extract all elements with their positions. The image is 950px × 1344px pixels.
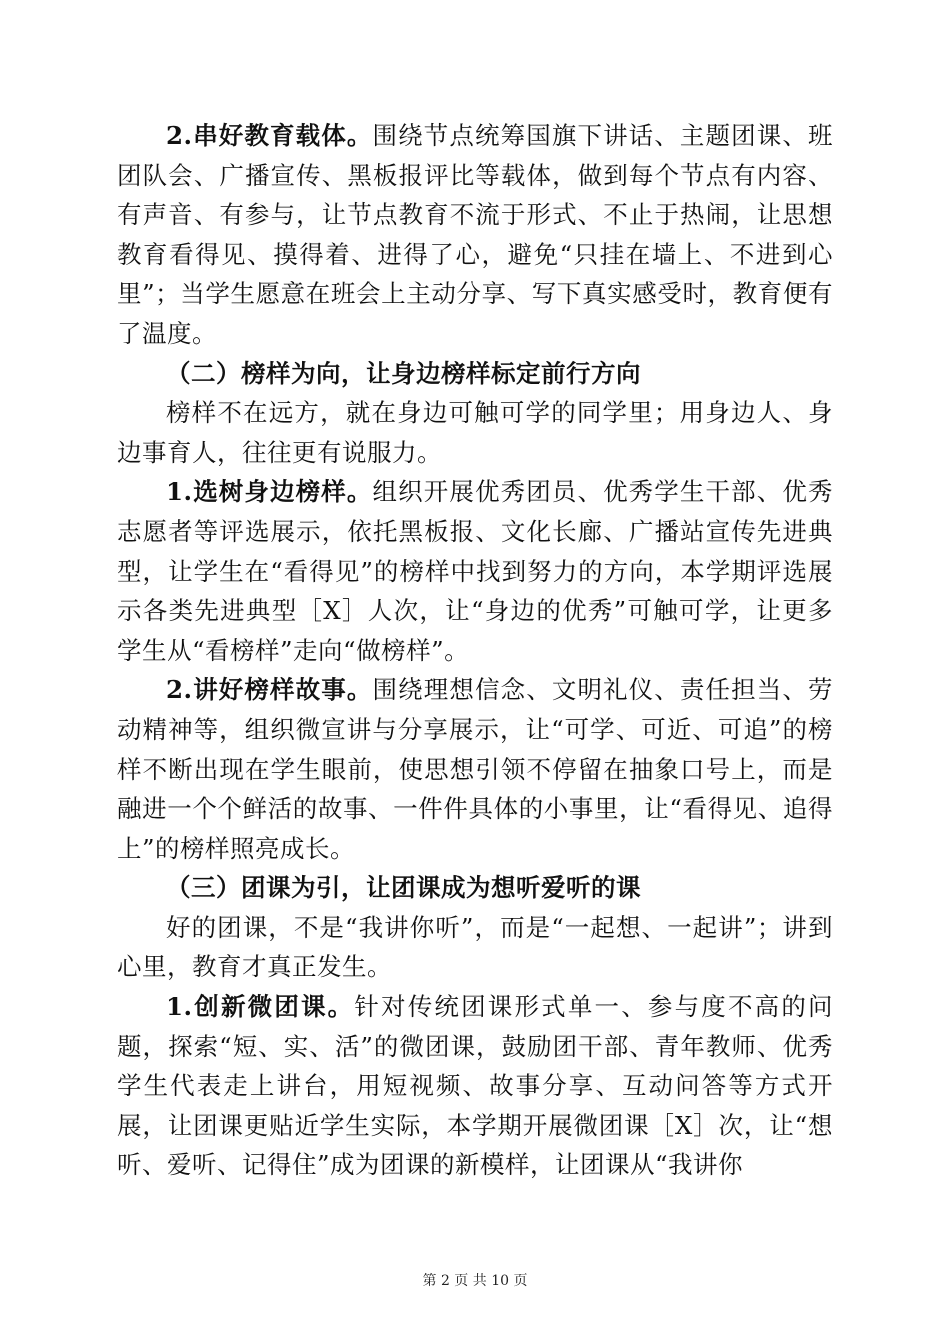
item-lead: 1.选树身边榜样。 xyxy=(166,477,373,507)
section-heading: （二）榜样为向，让身边榜样标定前行方向 xyxy=(166,358,641,388)
item-lead: 2.串好教育载体。 xyxy=(166,121,373,150)
page-number-label: 第 2 页 共 10 页 xyxy=(422,1273,528,1289)
paragraph-item xyxy=(117,987,833,1185)
paragraph-plain: 好的团课，不是“我讲你听”，而是“一起想、一起讲”；讲到心里，教育才真正发生。 xyxy=(117,912,833,982)
item-text: 针对传统团课形式单一、参与度不高的问题，探索“短、实、活”的微团课，鼓励团干部、青年教师、优秀学生代表走上讲台，用短视频、故事分享、互动问答等方式开展，让团课更贴近学生实际，本学期开展微团课［X］次，让“想听、爱听、记得住”成为团课的新模样，让团课从“我讲你 xyxy=(117,992,834,1180)
item-text: 组织开展优秀团员、优秀学生干部、优秀志愿者等评选展示，依托黑板报、文化长廊、广播站宣传先进典型，让学生在“看得见”的榜样中找到努力的方向，本学期评选展示各类先进典型［X］人次，让“身边的优秀”可触可学，让更多学生从“看榜样”走向“做榜样”。 xyxy=(117,477,834,665)
paragraph-plain: 榜样不在远方，就在身边可触可学的同学里；用身边人、身边事育人，往往更有说服力。 xyxy=(117,398,833,467)
page-footer xyxy=(0,1270,950,1290)
item-lead: 1.创新微团课。 xyxy=(166,992,355,1022)
item-lead: 2.讲好榜样故事。 xyxy=(166,675,373,705)
paragraph-item xyxy=(117,116,833,354)
section-heading: （三）团课为引，让团课成为想听爱听的课 xyxy=(166,873,641,903)
item-text: 围绕理想信念、文明礼仪、责任担当、劳动精神等，组织微宣讲与分享展示，让“可学、可近、可追”的榜样不断出现在学生眼前，使思想引领不停留在抽象口号上，而是融进一个个鲜活的故事、一件件具体的小事里，让“看得见、追得上”的榜样照亮成长。 xyxy=(117,675,834,863)
item-text: 围绕节点统筹国旗下讲话、主题团课、班团队会、广播宣传、黑板报评比等载体，做到每个节点有内容、有声音、有参与，让节点教育不流于形式、不止于热闹，让思想教育看得见、摸得着、进得了心，避免“只挂在墙上、不进到心里”；当学生愿意在班会上主动分享、写下真实感受时，教育便有了温度。 xyxy=(117,121,834,348)
paragraph-item xyxy=(117,670,833,868)
paragraph-item xyxy=(117,472,833,670)
document-body xyxy=(117,116,833,1185)
